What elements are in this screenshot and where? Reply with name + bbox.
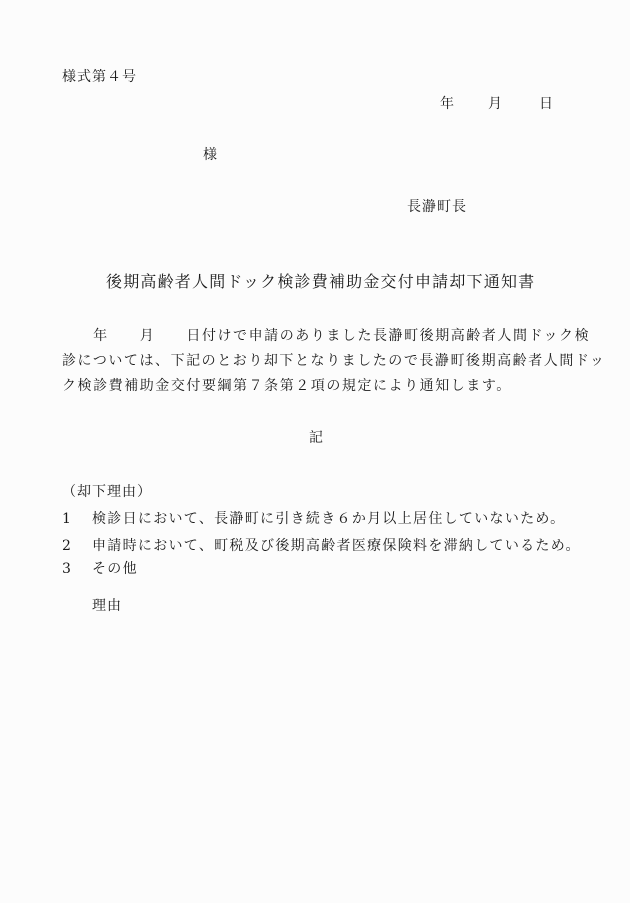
date-line [440,95,553,113]
reason-item [62,510,565,528]
date-day-label: 日 [539,96,553,112]
date-month-label: 月 [488,96,502,112]
date-year-label: 年 [440,96,454,112]
body-line: 診については、下記のとおり却下となりましたので長瀞町後期高齢者人間ドッ [62,353,606,369]
reason-text: その他 [92,561,138,577]
reason-number: 1 [62,511,71,527]
addressee-suffix: 様 [203,147,217,163]
body-line: ク検診費補助金交付要綱第７条第２項の規定により通知します。 [62,378,512,394]
reason-detail-label: 理由 [92,598,122,614]
reason-item [62,537,581,555]
reason-item [62,560,138,578]
reason-number: 2 [62,538,71,554]
reason-number: 3 [62,561,71,577]
form-number: 様式第４号 [62,69,137,85]
body-paragraph [62,324,606,399]
document-title: 後期高齢者人間ドック検診費補助金交付申請却下通知書 [106,272,536,291]
reason-text: 申請時において、町税及び後期高齢者医療保険料を滞納しているため。 [92,538,581,554]
reasons-heading: （却下理由） [62,484,152,500]
sender-name: 長瀞町長 [407,199,467,215]
body-line: 年 月 日付けで申請のありました長瀞町後期高齢者人間ドック検 [62,328,591,344]
ki-heading: 記 [309,430,323,446]
reason-text: 検診日において、長瀞町に引き続き６か月以上居住していないため。 [92,511,566,527]
